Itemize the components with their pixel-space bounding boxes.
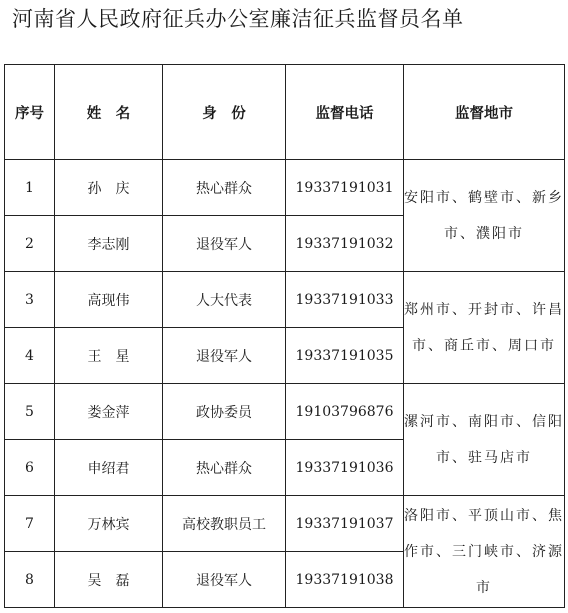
table-row: [5, 272, 565, 328]
row-phone: 19337191031: [286, 160, 404, 216]
row-region: 郑州市、开封市、许昌市、商丘市、周口市: [404, 272, 565, 384]
row-identity: 人大代表: [163, 272, 286, 328]
row-phone: 19337191035: [286, 328, 404, 384]
row-phone: 19337191037: [286, 496, 404, 552]
row-serial-number: 1: [5, 160, 55, 216]
row-name: 申绍君: [55, 440, 163, 496]
table-row: [5, 496, 565, 552]
table-row: [5, 160, 565, 216]
row-name: 吴 磊: [55, 552, 163, 608]
row-name: 孙 庆: [55, 160, 163, 216]
header-name: 姓 名: [55, 65, 163, 160]
row-identity: 政协委员: [163, 384, 286, 440]
supervisor-roster-table: [4, 64, 565, 608]
row-serial-number: 7: [5, 496, 55, 552]
row-region: 漯河市、南阳市、信阳市、驻马店市: [404, 384, 565, 496]
row-phone: 19337191036: [286, 440, 404, 496]
page-title: 河南省人民政府征兵办公室廉洁征兵监督员名单: [12, 7, 464, 31]
row-name: 王 星: [55, 328, 163, 384]
row-region: 洛阳市、平顶山市、焦作市、三门峡市、济源市: [404, 496, 565, 608]
row-serial-number: 5: [5, 384, 55, 440]
row-identity: 热心群众: [163, 160, 286, 216]
row-phone: 19337191038: [286, 552, 404, 608]
row-serial-number: 6: [5, 440, 55, 496]
row-serial-number: 2: [5, 216, 55, 272]
table-header-row: [5, 65, 565, 160]
header-region: 监督地市: [404, 65, 565, 160]
row-name: 李志刚: [55, 216, 163, 272]
row-identity: 退役军人: [163, 216, 286, 272]
header-phone: 监督电话: [286, 65, 404, 160]
row-name: 娄金萍: [55, 384, 163, 440]
row-name: 高现伟: [55, 272, 163, 328]
row-serial-number: 8: [5, 552, 55, 608]
header-identity: 身 份: [163, 65, 286, 160]
row-identity: 热心群众: [163, 440, 286, 496]
table-row: [5, 384, 565, 440]
row-name: 万林宾: [55, 496, 163, 552]
row-identity: 退役军人: [163, 552, 286, 608]
row-serial-number: 4: [5, 328, 55, 384]
row-phone: 19337191033: [286, 272, 404, 328]
header-serial-number: 序号: [5, 65, 55, 160]
row-serial-number: 3: [5, 272, 55, 328]
row-identity: 退役军人: [163, 328, 286, 384]
row-phone: 19337191032: [286, 216, 404, 272]
row-phone: 19103796876: [286, 384, 404, 440]
row-region: 安阳市、鹤壁市、新乡市、濮阳市: [404, 160, 565, 272]
row-identity: 高校教职员工: [163, 496, 286, 552]
